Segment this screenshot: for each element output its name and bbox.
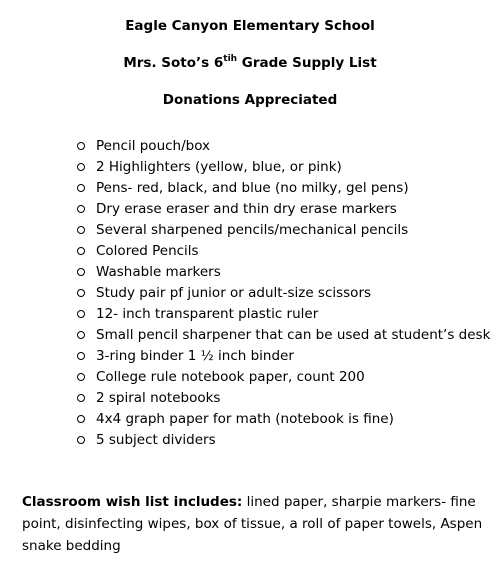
- supply-list-item: [76, 200, 490, 221]
- circle-bullet-icon: [77, 310, 85, 318]
- circle-bullet-icon: [77, 205, 85, 213]
- supply-item-text: 3-ring binder 1 ½ inch binder: [96, 348, 294, 364]
- circle-bullet-icon: [77, 163, 85, 171]
- circle-bullet-icon: [77, 289, 85, 297]
- circle-bullet-icon: [77, 331, 85, 339]
- list-title: [0, 55, 500, 71]
- circle-bullet-icon: [77, 184, 85, 192]
- supply-list-item: [76, 431, 490, 452]
- supply-list-item: [76, 410, 490, 431]
- supply-item-text: College rule notebook paper, count 200: [96, 369, 365, 385]
- circle-bullet-icon: [77, 268, 85, 276]
- wish-list-label: Classroom wish list includes:: [22, 494, 243, 510]
- supply-list-item: [76, 305, 490, 326]
- supply-list-item: [76, 137, 490, 158]
- list-title-main: Mrs. Soto’s 6: [123, 55, 224, 71]
- circle-bullet-icon: [77, 394, 85, 402]
- circle-bullet-icon: [77, 247, 85, 255]
- supply-list-item: [76, 158, 490, 179]
- supply-list-item: [76, 326, 490, 347]
- circle-bullet-icon: [77, 415, 85, 423]
- supply-list-item: [76, 389, 490, 410]
- supply-list-item: [76, 284, 490, 305]
- supply-list-item: [76, 221, 490, 242]
- donations-note: Donations Appreciated: [162, 92, 338, 108]
- supply-item-text: Study pair pf junior or adult-size scissors: [96, 285, 372, 301]
- supply-item-text: Colored Pencils: [96, 243, 199, 259]
- supply-item-text: Pencil pouch/box: [96, 138, 211, 154]
- supply-item-text: 12- inch transparent plastic ruler: [96, 306, 319, 322]
- supply-item-text: Pens- red, black, and blue (no milky, gel pens): [96, 180, 409, 196]
- grade-superscript: tih: [223, 54, 238, 64]
- school-name: Eagle Canyon Elementary School: [125, 18, 375, 34]
- circle-bullet-icon: [77, 226, 85, 234]
- circle-bullet-icon: [77, 142, 85, 150]
- supply-item-text: Several sharpened pencils/mechanical pencils: [96, 222, 409, 238]
- supply-item-text: 4x4 graph paper for math (notebook is fine): [96, 411, 394, 427]
- supply-item-text: Small pencil sharpener that can be used at student’s desk: [96, 327, 491, 343]
- supply-list-item: [76, 347, 490, 368]
- circle-bullet-icon: [77, 373, 85, 381]
- circle-bullet-icon: [77, 436, 85, 444]
- supply-item-text: Dry erase eraser and thin dry erase markers: [96, 201, 397, 217]
- supply-item-text: 2 Highlighters (yellow, blue, or pink): [96, 159, 342, 175]
- supply-item-text: Washable markers: [96, 264, 221, 280]
- supply-list-item: [76, 263, 490, 284]
- document-header: [0, 18, 500, 129]
- supply-item-text: 2 spiral notebooks: [96, 390, 221, 406]
- supply-list-item: [76, 179, 490, 200]
- supply-list-item: [76, 242, 490, 263]
- circle-bullet-icon: [77, 352, 85, 360]
- wish-list-text: lined paper, sharpie markers- fine point, disinfecting wipes, box of tissue, a roll of paper towels, Aspen snake bedding: [22, 494, 483, 554]
- list-title-rest: Grade Supply List: [237, 55, 377, 71]
- supply-list-item: [76, 368, 490, 389]
- supply-item-text: 5 subject dividers: [96, 432, 216, 448]
- supply-list: [76, 137, 490, 452]
- wish-list: [22, 491, 492, 557]
